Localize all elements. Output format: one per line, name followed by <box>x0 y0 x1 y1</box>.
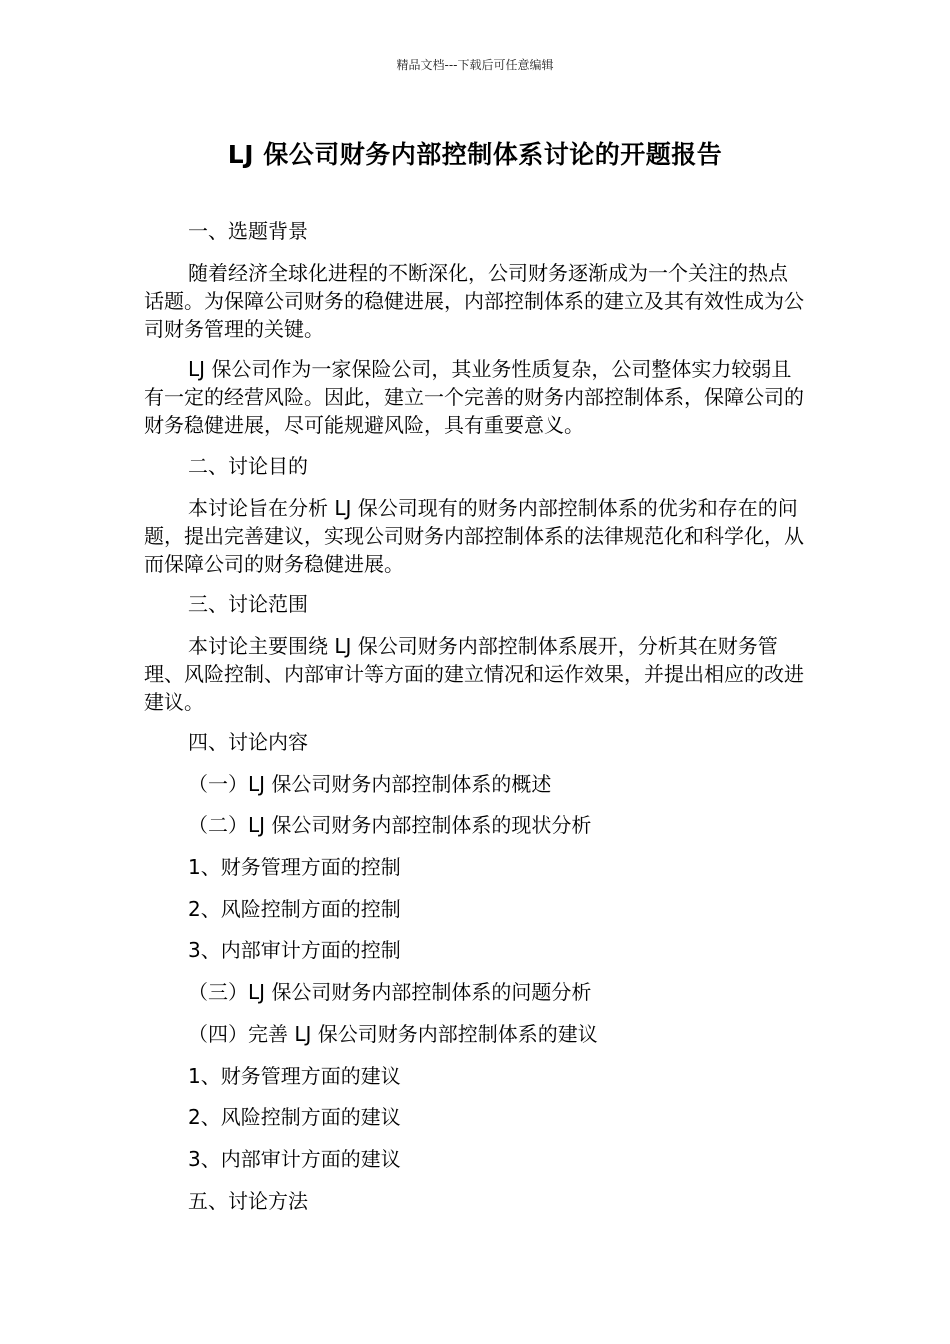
paragraph-background-2: LJ 保公司作为一家保险公司，其业务性质复杂，公司整体实力较弱且有一定的经营风险。因此，建立一个完善的财务内部控制体系，保障公司的财务稳健进展，尽可能规避风险，具有重要意义。 <box>144 357 804 437</box>
paragraph-scope: 本讨论主要围绕 LJ 保公司财务内部控制体系展开，分析其在财务管理、风险控制、内部审计等方面的建立情况和运作效果，并提出相应的改进建议。 <box>144 634 804 714</box>
section-heading-method: 五、讨论方法 <box>188 1189 308 1213</box>
page-header-note: 精品文档---下载后可任意编辑 <box>396 58 554 72</box>
section-heading-content: 四、讨论内容 <box>188 730 308 754</box>
paragraph-purpose: 本讨论旨在分析 LJ 保公司现有的财务内部控制体系的优劣和存在的问题，提出完善建议，实现公司财务内部控制体系的法律规范化和科学化，从而保障公司的财务稳健进展。 <box>144 496 804 576</box>
section-heading-purpose: 二、讨论目的 <box>188 454 308 478</box>
content-item-suggest-audit: 3、内部审计方面的建议 <box>188 1147 401 1171</box>
paragraph-background-1: 随着经济全球化进程的不断深化，公司财务逐渐成为一个关注的热点话题。为保障公司财务的稳健进展，内部控制体系的建立及其有效性成为公司财务管理的关键。 <box>144 261 804 341</box>
section-heading-background: 一、选题背景 <box>188 219 308 243</box>
content-item-overview: （一）LJ 保公司财务内部控制体系的概述 <box>188 772 552 796</box>
section-heading-scope: 三、讨论范围 <box>188 592 308 616</box>
content-item-suggest-risk: 2、风险控制方面的建议 <box>188 1105 401 1129</box>
content-item-suggestions: （四）完善 LJ 保公司财务内部控制体系的建议 <box>188 1022 598 1046</box>
content-item-problem-analysis: （三）LJ 保公司财务内部控制体系的问题分析 <box>188 980 592 1004</box>
content-item-status-analysis: （二）LJ 保公司财务内部控制体系的现状分析 <box>188 813 592 837</box>
content-item-status-finance: 1、财务管理方面的控制 <box>188 855 401 879</box>
content-item-status-audit: 3、内部审计方面的控制 <box>188 938 401 962</box>
content-item-status-risk: 2、风险控制方面的控制 <box>188 897 401 921</box>
content-item-suggest-finance: 1、财务管理方面的建议 <box>188 1064 401 1088</box>
document-title: LJ 保公司财务内部控制体系讨论的开题报告 <box>227 140 723 169</box>
